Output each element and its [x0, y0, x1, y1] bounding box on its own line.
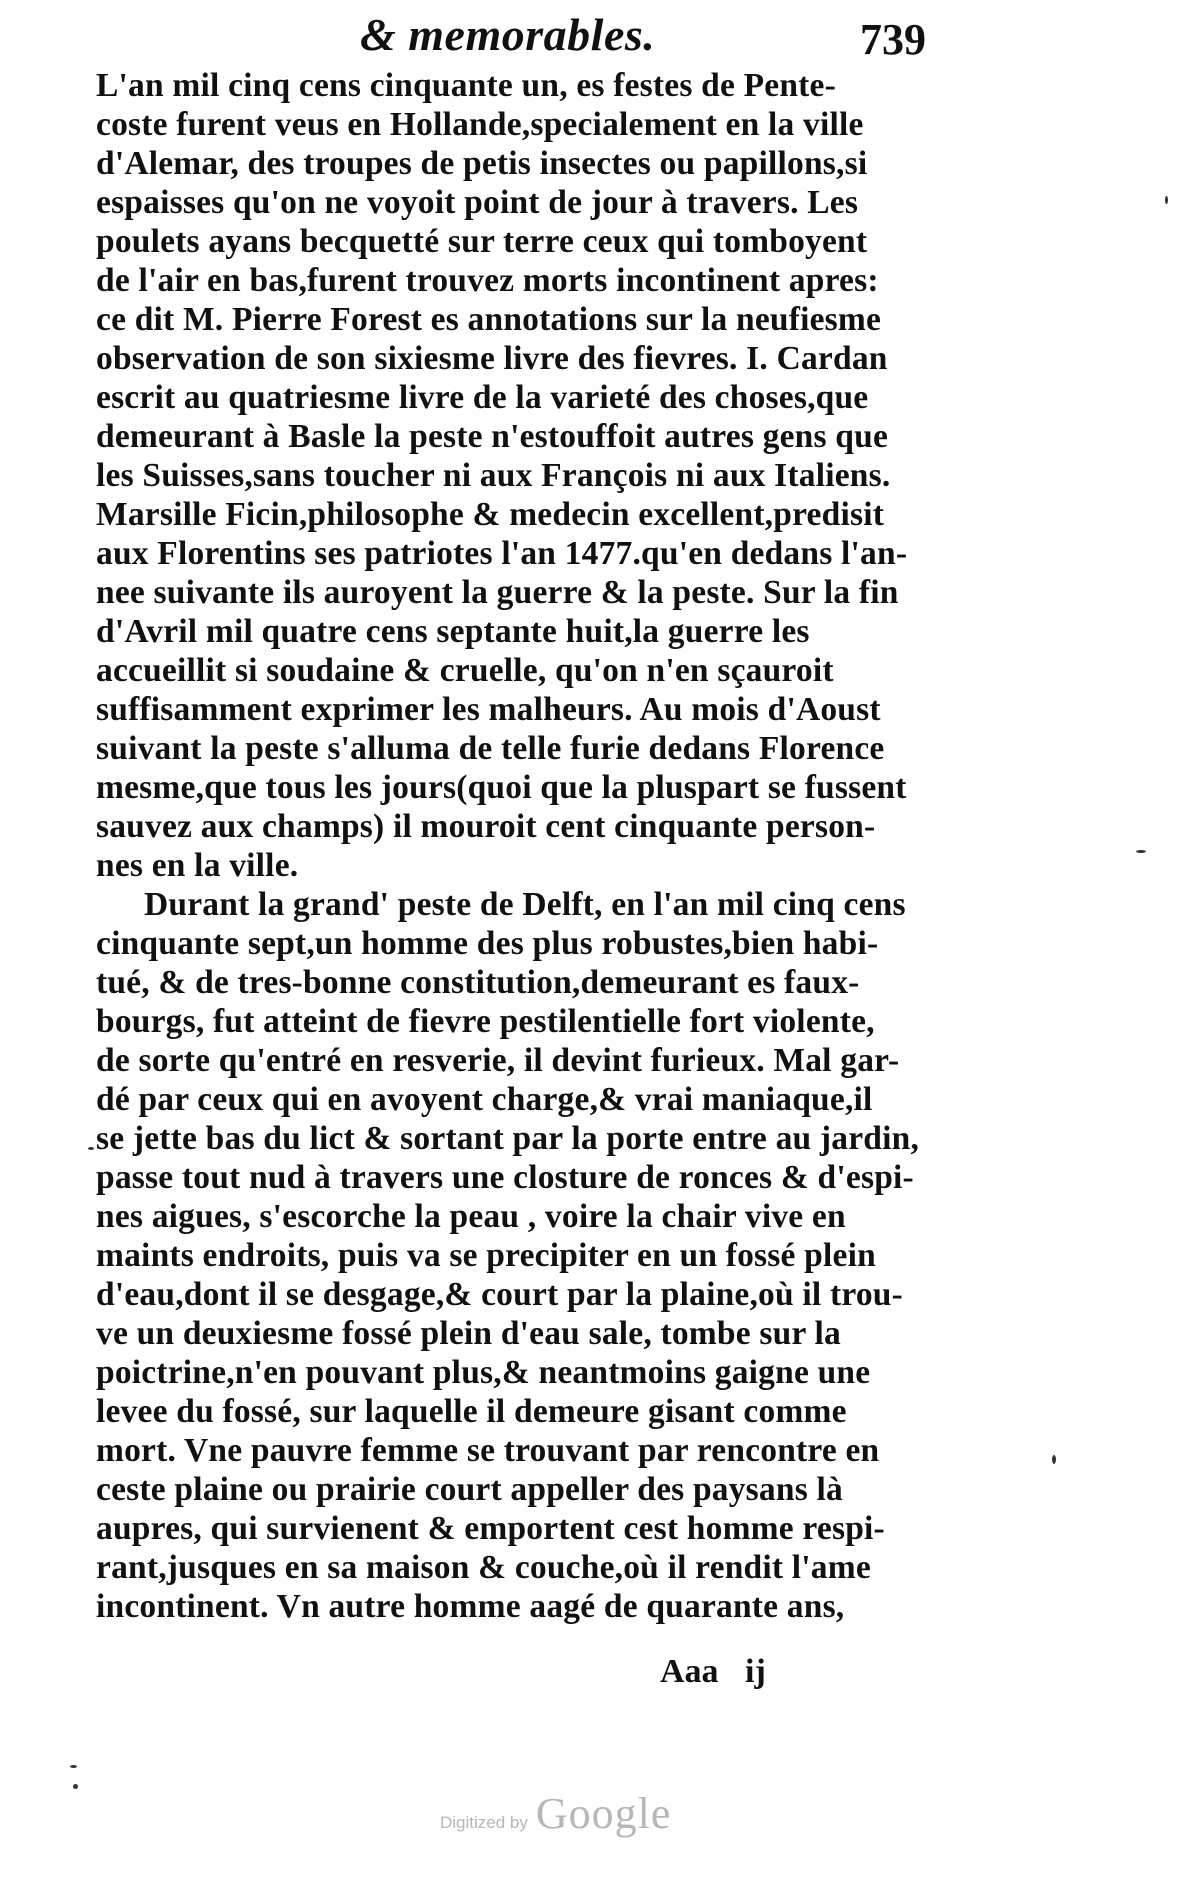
text-line: incontinent. Vn autre homme aagé de quarante ans, [96, 1588, 845, 1625]
text-line: se jette bas du lict & sortant par la porte entre au jardin, [96, 1120, 920, 1157]
text-line: ceste plaine ou prairie court appeller des paysans là [96, 1471, 843, 1508]
scan-speck [1136, 850, 1146, 853]
text-line: nes en la ville. [96, 847, 299, 884]
paragraph-start-line: Durant la grand' peste de Delft, en l'an mil cinq cens [144, 886, 906, 923]
text-line: ce dit M. Pierre Forest es annotations sur la neufiesme [96, 301, 882, 338]
text-line: aupres, qui survienent & emportent cest homme respi- [96, 1510, 885, 1547]
text-line: de l'air en bas,furent trouvez morts incontinent apres: [96, 262, 879, 299]
text-line: escrit au quatriesme livre de la varieté des choses,que [96, 379, 869, 416]
text-line: aux Florentins ses patriotes l'an 1477.qu'en dedans l'an- [96, 535, 908, 572]
running-title: & memorables. [360, 9, 656, 60]
text-line: poulets ayans becquetté sur terre ceux qui tomboyent [96, 223, 868, 260]
text-line: accueillit si soudaine & cruelle, qu'on n'en sçauroit [96, 652, 834, 689]
text-line: maints endroits, puis va se precipiter en un fossé plein [96, 1237, 876, 1274]
text-line: tué, & de tres-bonne constitution,demeurant es faux- [96, 964, 860, 1001]
text-line: mesme,que tous les jours(quoi que la pluspart se fussent [96, 769, 907, 806]
text-line: espaisses qu'on ne voyoit point de jour à travers. Les [96, 184, 859, 221]
scan-speck [73, 1784, 78, 1789]
text-line: suivant la peste s'alluma de telle furie dedans Florence [96, 730, 885, 767]
text-line: observation de son sixiesme livre des fievres. I. Cardan [96, 340, 888, 377]
text-line: suffisamment exprimer les malheurs. Au mois d'Aoust [96, 691, 881, 728]
text-line: nes aigues, s'escorche la peau , voire la chair vive en [96, 1198, 846, 1235]
text-line: de sorte qu'entré en resverie, il devint furieux. Mal gar- [96, 1042, 900, 1079]
text-line: mort. Vne pauvre femme se trouvant par rencontre en [96, 1432, 880, 1469]
body-text [96, 66, 956, 1626]
text-line: les Suisses,sans toucher ni aux François ni aux Italiens. [96, 457, 891, 494]
text-line: nee suivante ils auroyent la guerre & la peste. Sur la fin [96, 574, 899, 611]
digitized-watermark [440, 1788, 671, 1839]
scan-speck [88, 1147, 94, 1150]
text-line: dé par ceux qui en avoyent charge,& vrai maniaque,il [96, 1081, 873, 1118]
text-line: cinquante sept,un homme des plus robustes,bien habi- [96, 925, 879, 962]
text-line: coste furent veus en Hollande,specialement en la ville [96, 106, 864, 143]
google-wordmark: Google [535, 1789, 672, 1838]
text-line: poictrine,n'en pouvant plus,& neantmoins gaigne une [96, 1354, 871, 1391]
digitized-label: Digitized by [440, 1813, 528, 1832]
text-line: demeurant à Basle la peste n'estouffoit autres gens que [96, 418, 889, 455]
signature-mark: Aaa ij [660, 1653, 766, 1690]
scan-speck [70, 1765, 77, 1768]
text-line: d'Avril mil quatre cens septante huit,la guerre les [96, 613, 810, 650]
text-line: levee du fossé, sur laquelle il demeure gisant comme [96, 1393, 847, 1430]
text-line: ve un deuxiesme fossé plein d'eau sale, tombe sur la [96, 1315, 841, 1352]
text-line: d'Alemar, des troupes de petis insectes ou papillons,si [96, 145, 868, 182]
text-line: bourgs, fut atteint de fievre pestilentielle fort violente, [96, 1003, 875, 1040]
text-line: passe tout nud à travers une closture de ronces & d'espi- [96, 1159, 914, 1196]
text-line: L'an mil cinq cens cinquante un, es festes de Pente- [96, 67, 836, 104]
text-line: rant,jusques en sa maison & couche,où il rendit l'ame [96, 1549, 871, 1586]
text-line: sauvez aux champs) il mouroit cent cinquante person- [96, 808, 876, 845]
scan-speck [1165, 196, 1168, 204]
scan-speck [1052, 1455, 1056, 1464]
text-line: d'eau,dont il se desgage,& court par la plaine,où il trou- [96, 1276, 903, 1313]
page-number: 739 [860, 15, 926, 64]
text-line: Marsille Ficin,philosophe & medecin excellent,predisit [96, 496, 885, 533]
